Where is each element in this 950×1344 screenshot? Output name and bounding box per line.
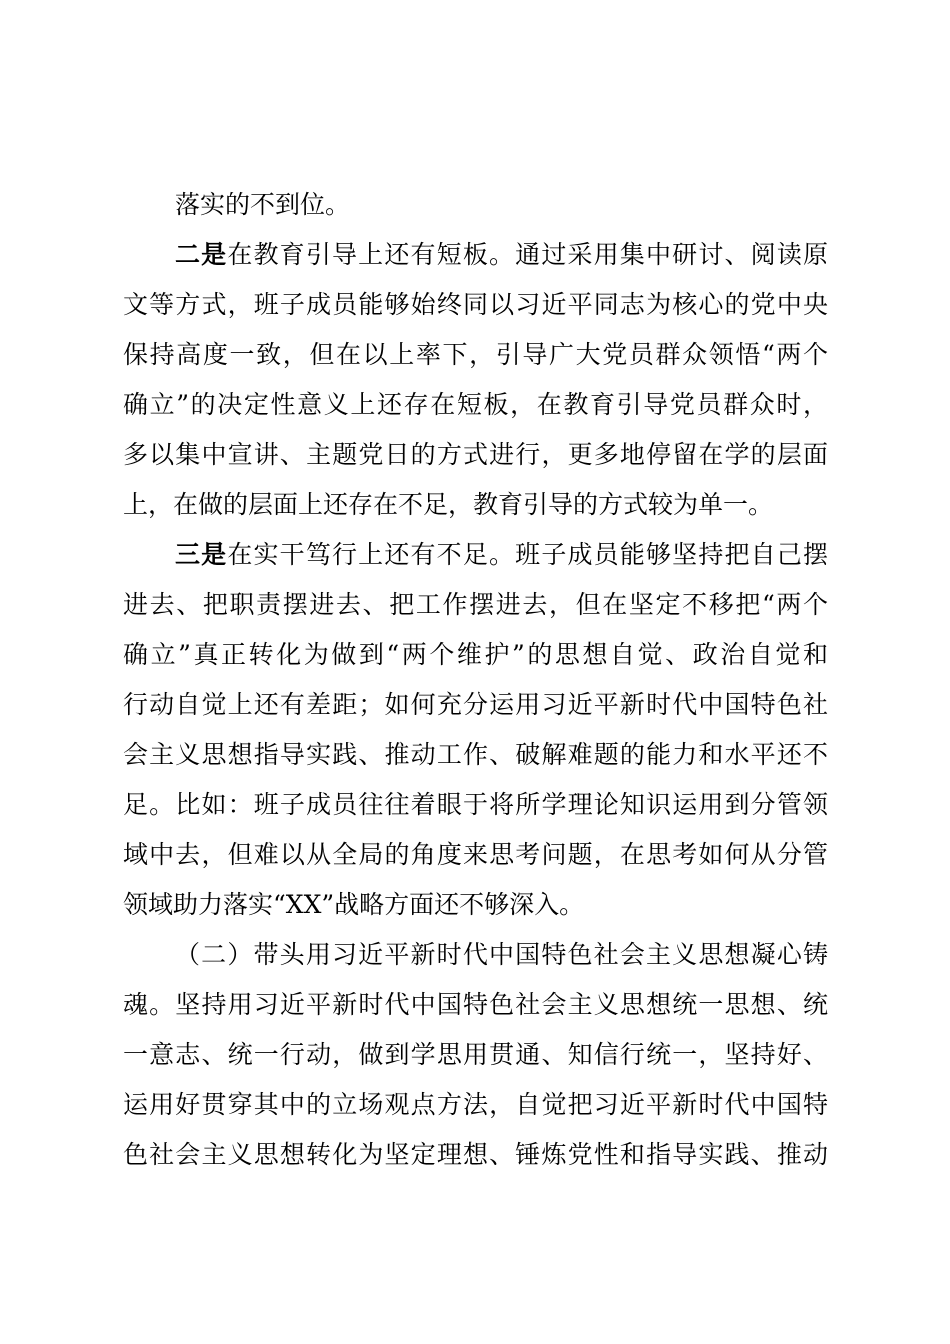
paragraph-4-line-4 (123, 1080, 828, 1130)
paragraph-3-line-3 (123, 630, 828, 680)
line-text: 在教育引导上还有短板。通过采用集中研讨、阅读原 (227, 240, 828, 269)
paragraph-3-line-2 (123, 580, 828, 630)
paragraph-2-line-6 (123, 480, 828, 530)
paragraph-lead: 三是 (175, 540, 228, 569)
paragraph-4-line-5 (123, 1130, 828, 1180)
paragraph-2-line-1 (175, 230, 828, 280)
line-text: 多以集中宣讲、主题党日的方式进行，更多地停留在学的层面 (123, 440, 828, 469)
paragraph-4-line-3 (123, 1030, 828, 1080)
line-text: 域中去，但难以从全局的角度来思考问题，在思考如何从分管 (123, 840, 828, 869)
line-text: 文等方式，班子成员能够始终同以习近平同志为核心的党中央 (123, 290, 828, 319)
line-text: 色社会主义思想转化为坚定理想、锤炼党性和指导实践、推动 (123, 1140, 828, 1169)
line-text: 一意志、统一行动，做到学思用贯通、知信行统一，坚持好、 (123, 1040, 828, 1069)
line-text: 在实干笃行上还有不足。班子成员能够坚持把自己摆 (227, 540, 828, 569)
paragraph-lead: 二是 (175, 240, 228, 269)
line-text: 落实的不到位。 (175, 190, 351, 219)
paragraph-3-line-6 (123, 780, 828, 830)
paragraph-4-line-2 (123, 980, 828, 1030)
line-text: 会主义思想指导实践、推动工作、破解难题的能力和水平还不 (123, 740, 828, 769)
line-text: 行动自觉上还有差距；如何充分运用习近平新时代中国特色社 (123, 690, 828, 719)
line-text: 魂。坚持用习近平新时代中国特色社会主义思想统一思想、统 (123, 990, 828, 1019)
paragraph-3-line-8 (123, 880, 828, 930)
line-text: （二）带头用习近平新时代中国特色社会主义思想凝心铸 (175, 940, 828, 969)
paragraph-2-line-4 (123, 380, 828, 430)
line-text: 上，在做的层面上还存在不足，教育引导的方式较为单一。 (123, 490, 774, 519)
paragraph-1-line-1 (175, 180, 828, 230)
paragraph-3-line-5 (123, 730, 828, 780)
paragraph-3-line-4 (123, 680, 828, 730)
line-text: 运用好贯穿其中的立场观点方法，自觉把习近平新时代中国特 (123, 1090, 828, 1119)
paragraph-2-line-3 (123, 330, 828, 380)
line-text: 确立”真正转化为做到“两个维护”的思想自觉、政治自觉和 (123, 640, 828, 669)
paragraph-3-line-1 (175, 530, 828, 580)
line-text: 确立”的决定性意义上还存在短板，在教育引导党员群众时， (123, 390, 828, 419)
line-text: 足。比如：班子成员往往着眼于将所学理论知识运用到分管领 (123, 790, 828, 819)
paragraph-3-line-7 (123, 830, 828, 880)
line-text: 领域助力落实“XX”战略方面还不够深入。 (123, 890, 585, 919)
line-text: 进去、把职责摆进去、把工作摆进去，但在坚定不移把“两个 (123, 590, 828, 619)
paragraph-2-line-5 (123, 430, 828, 480)
paragraph-2-line-2 (123, 280, 828, 330)
paragraph-4-line-1 (175, 930, 828, 980)
line-text: 保持高度一致，但在以上率下，引导广大党员群众领悟“两个 (123, 340, 828, 369)
